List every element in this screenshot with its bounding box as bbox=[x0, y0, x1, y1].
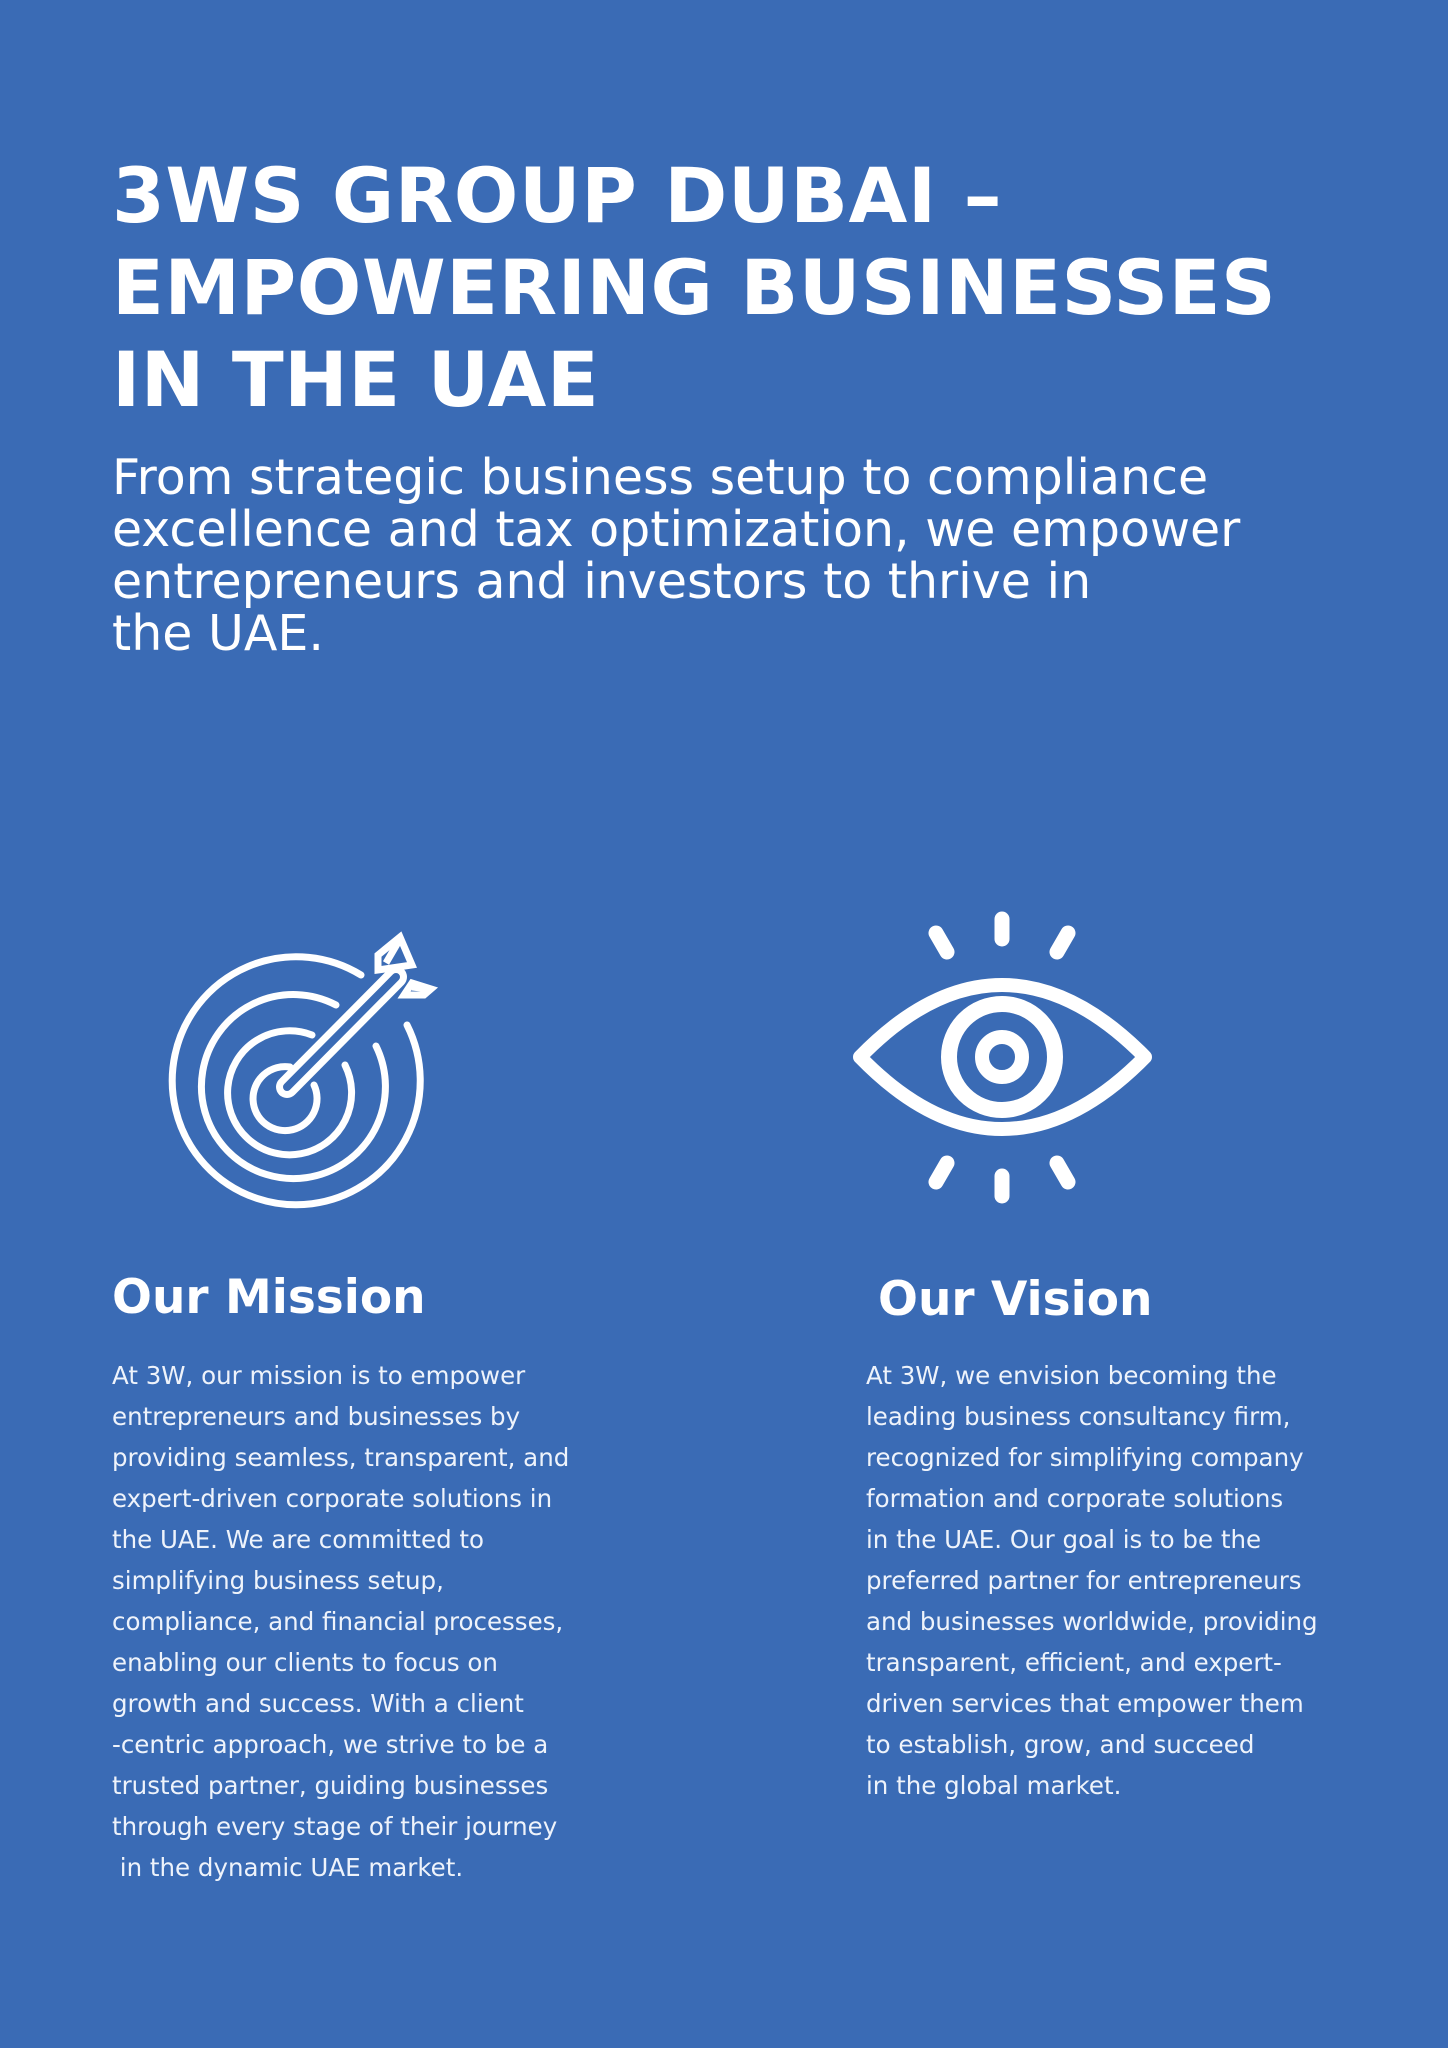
mission-line: trusted partner, guiding businesses bbox=[112, 1771, 549, 1800]
headline-line: IN THE UAE bbox=[112, 335, 600, 424]
intro-line: excellence and tax optimization, we empower bbox=[112, 501, 1241, 558]
mission-line: compliance, and financial processes, bbox=[112, 1607, 564, 1636]
mission-line: in the dynamic UAE market. bbox=[112, 1853, 464, 1882]
mission-line: entrepreneurs and businesses by bbox=[112, 1402, 521, 1431]
target-arrow-icon bbox=[150, 925, 450, 1215]
vision-line: driven services that empower them bbox=[866, 1689, 1304, 1718]
mission-paragraph bbox=[112, 1355, 632, 1888]
intro-paragraph bbox=[112, 449, 1372, 662]
headline-line: EMPOWERING BUSINESSES bbox=[112, 243, 1277, 332]
vision-line: recognized for simplifying company bbox=[866, 1443, 1304, 1472]
vision-line: and businesses worldwide, providing bbox=[866, 1607, 1318, 1636]
vision-title: Our Vision bbox=[878, 1272, 1153, 1327]
vision-line: preferred partner for entrepreneurs bbox=[866, 1566, 1302, 1595]
mission-line: simplifying business setup, bbox=[112, 1566, 444, 1595]
mission-line: through every stage of their journey bbox=[112, 1812, 558, 1841]
mission-line: growth and success. With a client bbox=[112, 1689, 524, 1718]
vision-line: formation and corporate solutions bbox=[866, 1484, 1284, 1513]
mission-line: the UAE. We are committed to bbox=[112, 1525, 485, 1554]
mission-line: expert-driven corporate solutions in bbox=[112, 1484, 553, 1513]
mission-line: At 3W, our mission is to empower bbox=[112, 1361, 526, 1390]
mission-line: enabling our clients to focus on bbox=[112, 1648, 498, 1677]
vision-line: transparent, efficient, and expert- bbox=[866, 1648, 1282, 1677]
vision-line: in the UAE. Our goal is to be the bbox=[866, 1525, 1262, 1554]
eye-icon bbox=[850, 905, 1155, 1210]
intro-line: From strategic business setup to compliance bbox=[112, 449, 1209, 506]
intro-line: the UAE. bbox=[112, 605, 324, 662]
vision-line: At 3W, we envision becoming the bbox=[866, 1361, 1277, 1390]
vision-line: in the global market. bbox=[866, 1771, 1122, 1800]
mission-line: -centric approach, we strive to be a bbox=[112, 1730, 549, 1759]
vision-line: to establish, grow, and succeed bbox=[866, 1730, 1255, 1759]
vision-line: leading business consultancy firm, bbox=[866, 1402, 1291, 1431]
vision-paragraph bbox=[866, 1355, 1386, 1806]
mission-title: Our Mission bbox=[112, 1270, 426, 1325]
headline-line: 3WS GROUP DUBAI – bbox=[112, 151, 1003, 240]
intro-line: entrepreneurs and investors to thrive in bbox=[112, 553, 1092, 610]
page-headline bbox=[112, 150, 1362, 426]
mission-line: providing seamless, transparent, and bbox=[112, 1443, 570, 1472]
